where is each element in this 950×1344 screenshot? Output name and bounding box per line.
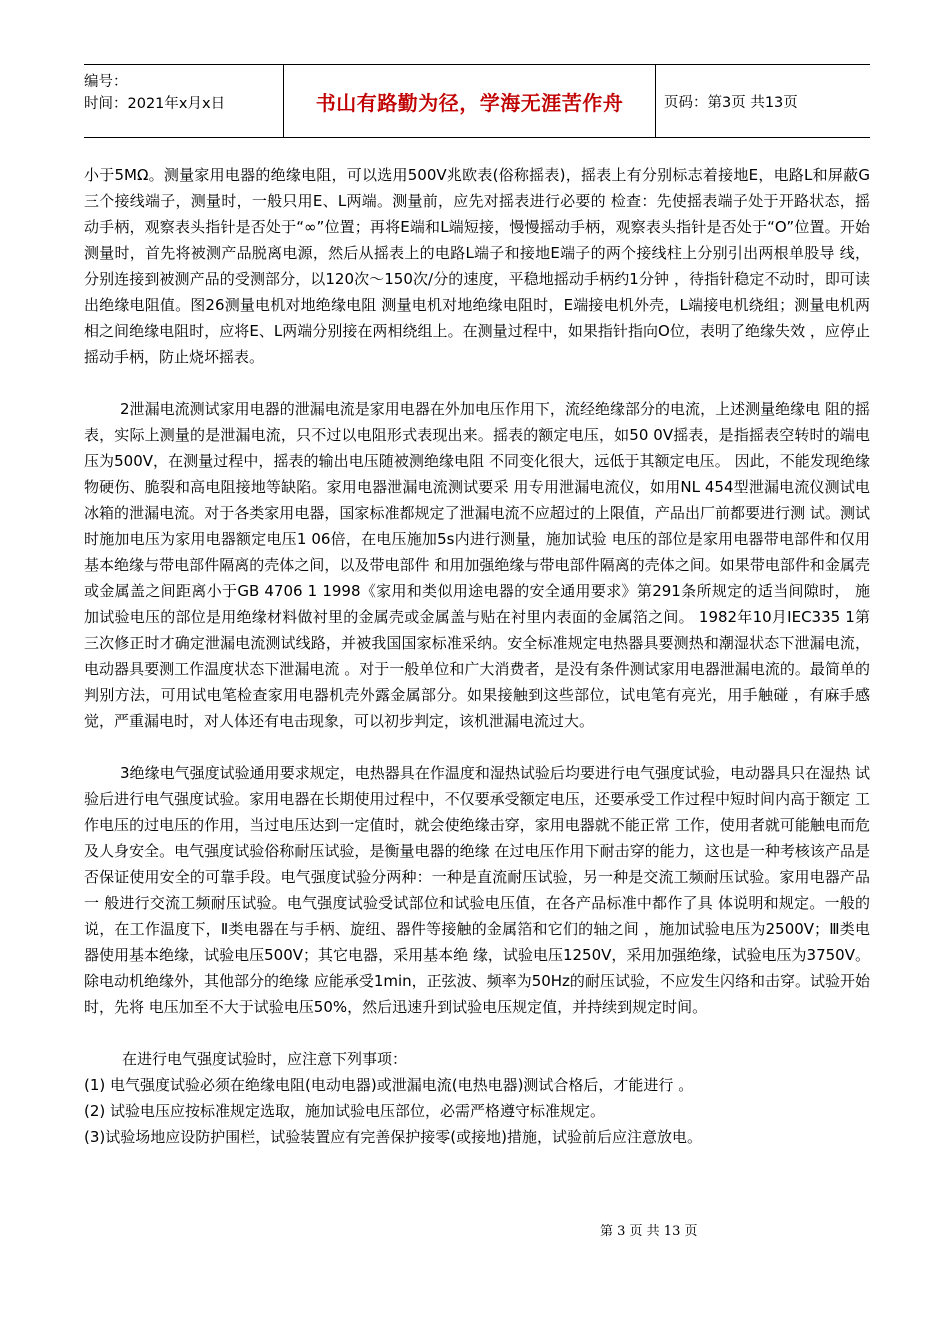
header-page-number: 页码：第3页 共13页 [664,94,798,111]
header-motto-cell [284,65,656,137]
header-meta [84,65,284,137]
paragraph-electric-strength: 3绝缘电气强度试验通用要求规定，电热器具在作温度和湿热试验后均要进行电气强度试验，电动器具只在湿热 试验后进行电气强度试验。家用电器在长期使用过程中，不仅要承受额定电压，还要承受工作过程中短时间内高于额定 工作电压的过电压的作用，当过电压达到一定值时，就会使绝缘击穿，家用电器就不能正常 工作，使用者就可能触电而危及人身安全。电气强度试验俗称耐压试验，是衡量电器的绝缘 在过电压作用下耐击穿的能力，这也是一种考核该产品是否保证使用安全的可靠手段。电气强度试验分两种：一种是直流耐压试验，另一种是交流工频耐压试验。家用电器产品一 般进行交流工频耐压试验。电气强度试验受试部位和试验电压值，在各产品标准中都作了具 体说明和规定。一般的说，在工作温度下，Ⅱ类电器在与手柄、旋纽、器件等接触的金属箔和它们的轴之间 ，施加试验电压为2500V；Ⅲ类电器使用基本绝缘，试验电压500V；其它电器，采用基本绝 缘，试验电压1250V，采用加强绝缘，试验电压为3750V。除电动机绝缘外，其他部分的绝缘 应能承受1min，正弦波、频率为50Hz的耐压试验，不应发生闪络和击穿。试验开始时，先将 电压加至不大于试验电压50%，然后迅速升到试验电压规定值，并持续到规定时间。 [84,764,870,1016]
document-time-label: 时间：2021年x月x日 [84,96,226,112]
paragraph-leakage-current: 2泄漏电流测试家用电器的泄漏电流是家用电器在外加电压作用下，流经绝缘部分的电流，上述测量绝缘电 阻的摇表，实际上测量的是泄漏电流，只不过以电阻形式表现出来。摇表的额定电压，如50 0V摇表，是指摇表空转时的端电压为500V，在测量过程中，摇表的输出电压随被测绝缘电阻 不同变化很大，远低于其额定电压。 因此，不能发现绝缘物硬伤、脆裂和高电阻接地等缺陷。家用电器泄漏电流测试要采 用专用泄漏电流仪，如用NL 454型泄漏电流仪测试电冰箱的泄漏电流。对于各类家用电器，国家标准都规定了泄漏电流不应超过的上限值，产品出厂前都要进行测 试。测试时施加电压为家用电器额定电压1 06倍，在电压施加5s内进行测量，施加试验 电压的部位是家用电器带电部件和仅用基本绝缘与带电部件隔离的壳体之间，以及带电部件 和用加强绝缘与带电部件隔离的壳体之间。如果带电部件和金属壳或金属盖之间距离小于GB 4706 1 1998《家用和类似用途电器的安全通用要求》第291条所规定的适当间隙时， 施 加试验电压的部位是用绝缘材料做衬里的金属壳或金属盖与贴在衬里内表面的金属箔之间。 1982年10月IEC335 1第三次修正时才确定泄漏电流测试线路，并被我国国家标准采纳。安全标准规定电热器具要测热和潮湿状态下泄漏电流，电动器具要测工作温度状态下泄漏电流 。对于一般单位和广大消费者，是没有条件测试家用电器泄漏电流的。最简单的判别方法，可用试电笔检查家用电器机壳外露金属部分。如果接触到这些部位，试电笔有亮光，用手触碰 ，有麻手感觉，严重漏电时，对人体还有电击现象，可以初步判定，该机泄漏电流过大。 [84,400,870,730]
document-body [84,162,870,1150]
paragraph-insulation-resistance: 小于5MΩ。测量家用电器的绝缘电阻，可以选用500V兆欧表(俗称摇表)，摇表上有分别标志着接地E，电路L和屏蔽G三个接线端子，测量时，一般只用E、L两端。测量前，应先对摇表进行必要的 检查：先使摇表端子处于开路状态，摇动手柄，观察表头指针是否处于“∞”位置；再将E端和L端短接，慢慢摇动手柄，观察表头指针是否处于“O”位置。开始测量时，首先将被测产品脱离电源，然后从摇表上的电路L端子和接地E端子的两个接线柱上分别引出两根单股导 线，分别连接到被测产品的受测部分，以120次～150次/分的速度，平稳地摇动手柄约1分钟 ，待指针稳定不动时，即可读出绝缘电阻值。图26测量电机对地绝缘电阻 测量电机对地绝缘电阻时，E端接电机外壳，L端接电机绕组；测量电机两相之间绝缘电阻时，应将E、L两端分别接在两相绕组上。在测量过程中，如果指针指向O位，表明了绝缘失效 ，应停止摇动手柄，防止烧坏摇表。 [84,166,870,366]
precaution-item-3: (3)试验场地应设防护围栏，试验装置应有完善保护接零(或接地)措施，试验前后应注意放电。 [84,1128,702,1146]
page-footer: 第 3 页 共 13 页 [600,1224,698,1239]
page-header [84,64,870,138]
precautions-intro: 在进行电气强度试验时，应注意下列事项： [122,1050,408,1068]
precaution-item-2: (2) 试验电压应按标准规定选取，施加试验电压部位，必需严格遵守标准规定。 [84,1102,606,1120]
precaution-item-1: (1) 电气强度试验必须在绝缘电阻(电动电器)或泄漏电流(电热电器)测试合格后，才能进行 。 [84,1076,694,1094]
header-motto: 书山有路勤为径，学海无涯苦作舟 [315,90,624,115]
header-page-cell [656,65,870,137]
document-number-label: 编号： [84,74,128,90]
